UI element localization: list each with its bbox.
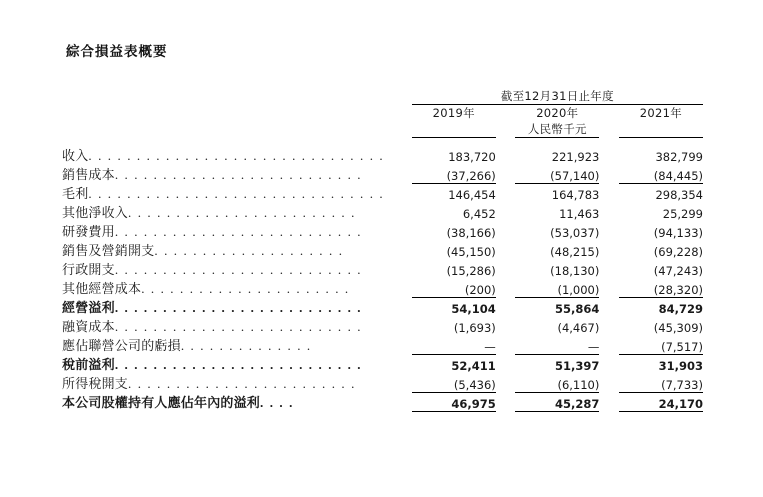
row-value-2020: 45,287: [515, 392, 599, 411]
table-row: [62, 221, 703, 240]
row-value-2019: 52,411: [412, 354, 496, 373]
table-row: [62, 316, 703, 335]
table-header-year-row: [62, 105, 703, 122]
row-label: 研發費用. . . . . . . . . . . . . . . . . . . . . . . . . .: [62, 224, 363, 239]
row-value-2020: 51,397: [515, 354, 599, 373]
row-value-2021: 31,903: [619, 354, 703, 373]
row-value-2019: 54,104: [412, 297, 496, 316]
row-value-2020: 55,864: [515, 297, 599, 316]
row-label: 毛利. . . . . . . . . . . . . . . . . . . . . . . . . . . . . . .: [62, 186, 385, 201]
row-value-2019: 6,452: [462, 207, 496, 221]
row-value-2020: 164,783: [515, 183, 599, 202]
row-value-2021: (84,445): [653, 168, 703, 183]
row-label: 本公司股權持有人應佔年內的溢利. . . .: [62, 395, 294, 410]
row-value-2020: (4,467): [557, 321, 600, 335]
table-row: [62, 354, 703, 373]
row-value-2020: (1,000): [557, 282, 600, 297]
column-header-2021: 2021年: [639, 106, 683, 120]
row-value-2020: —: [587, 339, 600, 354]
row-value-2019: (38,166): [446, 226, 496, 240]
row-label: 銷售成本. . . . . . . . . . . . . . . . . . . . . . . . . .: [62, 167, 363, 182]
table-row: [62, 183, 703, 202]
row-value-2020: (53,037): [550, 226, 600, 240]
row-value-2021: (45,309): [653, 321, 703, 335]
table-row: [62, 392, 703, 411]
page-title: 綜合損益表概要: [66, 44, 168, 60]
row-label: 應佔聯營公司的虧損. . . . . . . . . . . . . .: [62, 338, 312, 353]
row-label: 所得稅開支. . . . . . . . . . . . . . . . . . . . . . . .: [62, 376, 356, 391]
row-value-2020: 11,463: [559, 207, 600, 221]
row-value-2021: (69,228): [653, 245, 703, 259]
row-value-2020: (6,110): [557, 377, 600, 392]
table-header-period-row: [62, 88, 703, 105]
row-value-2020: (48,215): [550, 245, 600, 259]
table-row: [62, 145, 703, 164]
table-row: [62, 278, 703, 297]
table-row: [62, 297, 703, 316]
row-value-2021: (7,517): [661, 339, 703, 354]
row-value-2021: 382,799: [655, 150, 703, 164]
row-value-2021: (28,320): [653, 282, 703, 297]
row-label: 經營溢利. . . . . . . . . . . . . . . . . . . . . . . . . .: [62, 300, 363, 315]
row-value-2019: (200): [464, 282, 496, 297]
row-label: 銷售及營銷開支. . . . . . . . . . . . . . . . . . . .: [62, 243, 344, 258]
financial-summary-table: [62, 88, 703, 416]
row-value-2021: 298,354: [619, 183, 703, 202]
row-value-2019: (15,286): [446, 264, 496, 278]
row-value-2021: (7,733): [661, 377, 703, 392]
row-value-2019: (37,266): [446, 168, 496, 183]
row-label: 稅前溢利. . . . . . . . . . . . . . . . . . . . . . . . . .: [62, 357, 363, 372]
row-label: 行政開支. . . . . . . . . . . . . . . . . . . . . . . . . .: [62, 262, 363, 277]
row-label: 其他淨收入. . . . . . . . . . . . . . . . . . . . . . . .: [62, 205, 356, 220]
row-label: 其他經營成本. . . . . . . . . . . . . . . . . . . . . .: [62, 281, 350, 296]
table-body: [62, 145, 703, 416]
row-value-2021: (94,133): [653, 226, 703, 240]
table-bottom-rule: [62, 411, 703, 416]
column-header-2020: 2020年: [536, 106, 579, 120]
row-value-2019: (1,693): [453, 321, 496, 335]
row-value-2019: 183,720: [448, 150, 496, 164]
row-value-2019: —: [484, 339, 496, 354]
row-value-2019: 146,454: [412, 183, 496, 202]
table-header-currency-row: [62, 121, 703, 138]
row-value-2020: 221,923: [551, 150, 600, 164]
row-label: 收入. . . . . . . . . . . . . . . . . . . . . . . . . . . . . . .: [62, 148, 385, 163]
column-header-2019: 2019年: [432, 106, 475, 120]
row-value-2021: (47,243): [653, 264, 703, 278]
currency-unit-label: 人民幣千元: [515, 121, 599, 138]
table-row: [62, 240, 703, 259]
row-value-2021: 25,299: [662, 207, 703, 221]
period-header: 截至12月31日止年度: [412, 88, 703, 105]
table-row: [62, 259, 703, 278]
row-value-2021: 24,170: [619, 392, 703, 411]
row-value-2019: (45,150): [446, 245, 496, 259]
table-row: [62, 373, 703, 392]
row-value-2020: (18,130): [550, 264, 600, 278]
row-value-2019: (5,436): [453, 377, 496, 392]
row-value-2021: 84,729: [619, 297, 703, 316]
row-value-2019: 46,975: [412, 392, 496, 411]
row-label: 融資成本. . . . . . . . . . . . . . . . . . . . . . . . . .: [62, 319, 363, 334]
table-row: [62, 202, 703, 221]
table-row: [62, 335, 703, 354]
row-value-2020: (57,140): [550, 168, 600, 183]
table-row: [62, 164, 703, 183]
